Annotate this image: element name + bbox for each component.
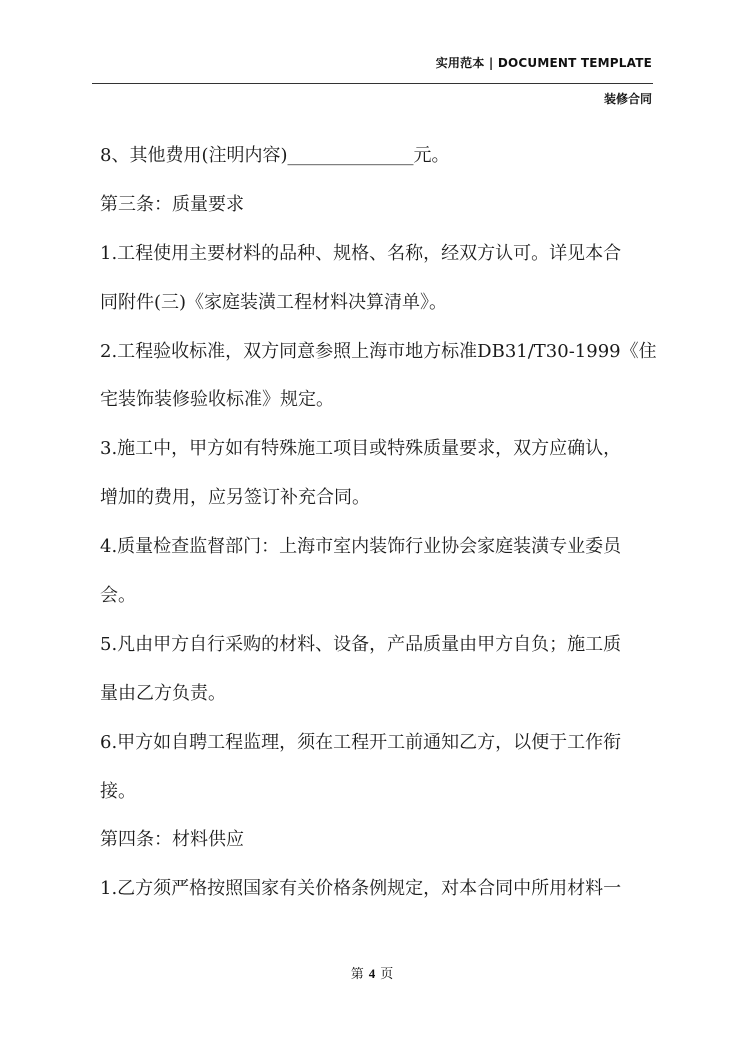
body-line: 同附件(三)《家庭装潢工程材料决算清单》。: [100, 291, 448, 313]
body-line: 宅装饰装修验收标准》规定。: [100, 389, 334, 411]
footer-suffix: 页: [380, 967, 394, 982]
body-line: 6.甲方如自聘工程监理，须在工程开工前通知乙方，以便于工作衔: [100, 731, 622, 753]
body-line: 1.乙方须严格按照国家有关价格条例规定，对本合同中所用材料一: [100, 878, 622, 900]
header-subtitle: 装修合同: [603, 92, 652, 106]
body-line: 接。: [100, 780, 136, 802]
body-line: 量由乙方负责。: [100, 682, 226, 704]
header-title: 实用范本 | DOCUMENT TEMPLATE: [435, 56, 652, 70]
body-line: 1.工程使用主要材料的品种、规格、名称，经双方认可。详见本合: [100, 242, 622, 264]
body-line: 增加的费用，应另签订补充合同。: [100, 487, 370, 509]
body-line: 4.质量检查监督部门：上海市室内装饰行业协会家庭装潢专业委员: [100, 536, 622, 558]
document-body: [100, 140, 660, 922]
section-heading: 第三条：质量要求: [100, 193, 244, 215]
body-line: 会。: [100, 585, 136, 607]
page-footer: [0, 963, 744, 982]
section-heading: 第四条：材料供应: [100, 829, 244, 851]
body-line: 8、其他费用(注明内容)______________元。: [100, 145, 450, 166]
body-line: 3.施工中，甲方如有特殊施工项目或特殊质量要求，双方应确认，: [100, 438, 622, 460]
header-divider: [92, 83, 653, 84]
body-line: 5.凡由甲方自行采购的材料、设备，产品质量由甲方自负；施工质: [100, 633, 622, 655]
page-number: 4: [368, 966, 376, 981]
body-line: 2.工程验收标准，双方同意参照上海市地方标准DB31/T30-1999《住: [100, 340, 657, 362]
footer-prefix: 第: [350, 967, 364, 982]
